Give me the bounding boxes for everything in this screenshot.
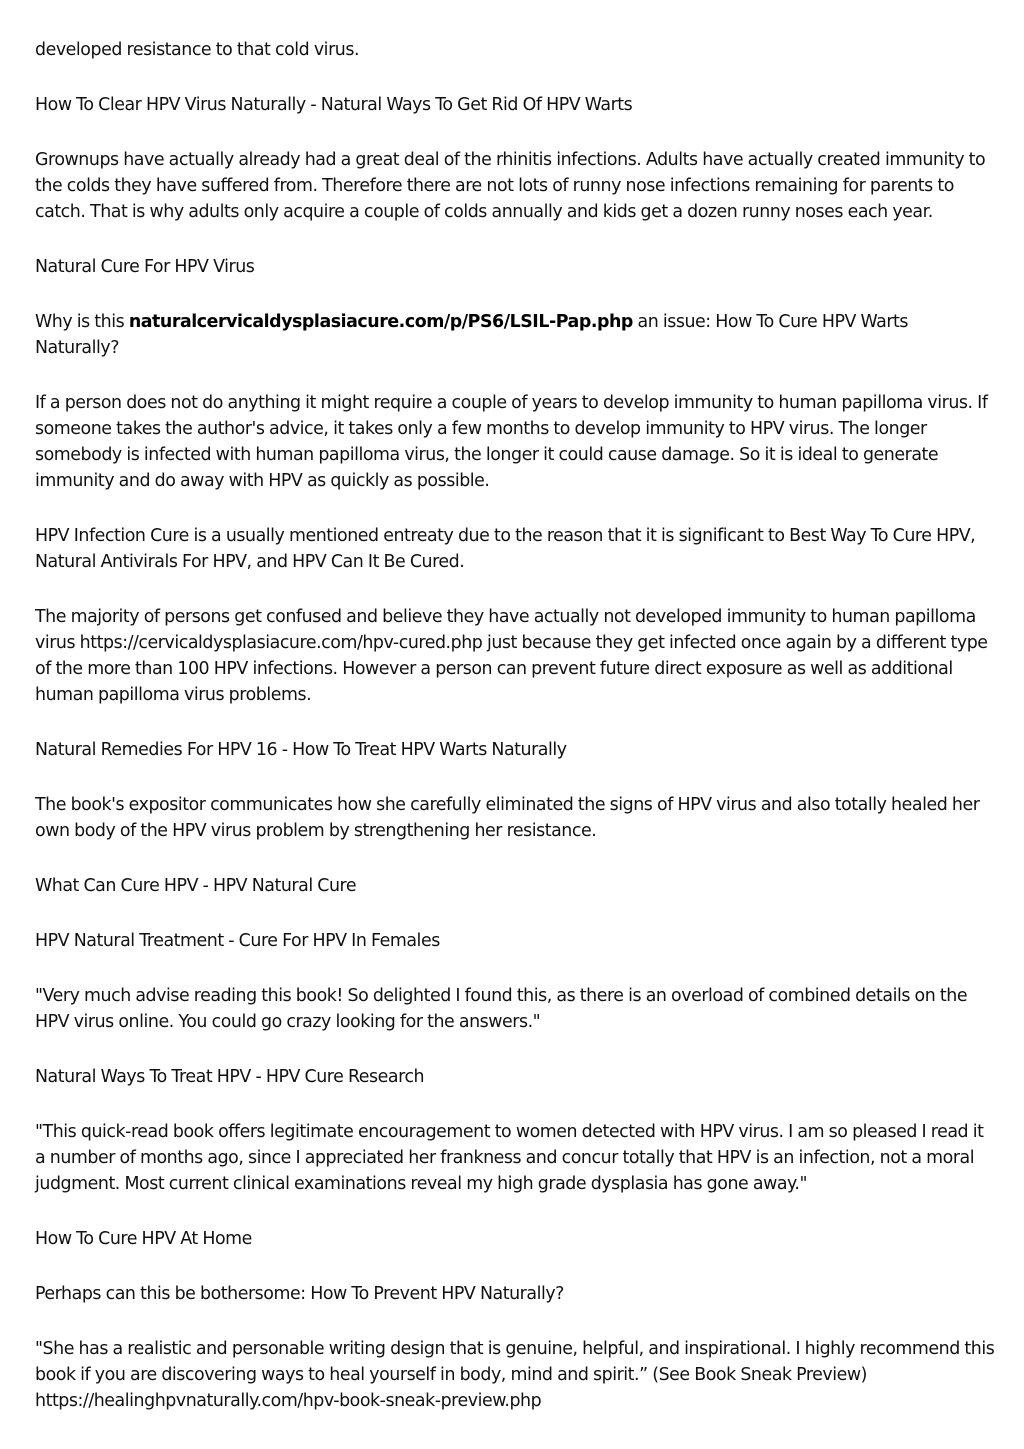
paragraph-grownups-immunity: Grownups have actually already had a great deal of the rhinitis infections. Adults have actually created immunity to the colds they have suffered from. Therefore there are not lots of runny nose infections remaining for parents to catch. That is why adults only acquire a couple of colds annually and kids get a dozen runny noses each year. bbox=[35, 150, 986, 222]
bold-link-text[interactable]: naturalcervicaldysplasiacure.com/p/PS6/LSIL-Pap.php bbox=[128, 312, 633, 332]
quote-advise-reading: "Very much advise reading this book! So delighted I found this, as there is an overload of combined details on the HPV virus online. You could go crazy looking for the answers." bbox=[35, 986, 968, 1032]
paragraph-infection-cure: HPV Infection Cure is a usually mentioned entreaty due to the reason that it is significant to Best Way To Cure HPV, Natural Antivirals For HPV, and HPV Can It Be Cured. bbox=[35, 526, 976, 572]
quote-quick-read-book: "This quick-read book offers legitimate encouragement to women detected with HPV virus. I am so pleased I read it a number of months ago, since I appreciated her frankness and concur totally that HPV is an infection, not a moral judgment. Most current clinical examinations reveal my high grade dysplasia has gone away." bbox=[35, 1122, 984, 1194]
paragraph-cold-virus: developed resistance to that cold virus. bbox=[35, 40, 360, 60]
heading-natural-remedies: Natural Remedies For HPV 16 - How To Treat HPV Warts Naturally bbox=[35, 740, 567, 760]
paragraph-why-issue bbox=[35, 309, 995, 361]
paragraph-confused-persons: The majority of persons get confused and believe they have actually not developed immunity to human papilloma virus https://cervicaldysplasiacure.com/hpv-cured.php just because they get infected once again by a different type of the more than 100 HPV infections. However a person can prevent future direct exposure as well as additional human papilloma virus problems. bbox=[35, 607, 988, 705]
heading-natural-ways-treat: Natural Ways To Treat HPV - HPV Cure Research bbox=[35, 1067, 425, 1087]
quote-realistic-writing: "She has a realistic and personable writing design that is genuine, helpful, and inspirational. I highly recommend this book if you are discovering ways to heal yourself in body, mind and spirit.” (See Book Sneak Preview) https://healinghpvnaturally.com/hpv-book-sneak-preview.php bbox=[35, 1339, 995, 1411]
paragraph-develop-immunity: If a person does not do anything it might require a couple of years to develop immunity to human papilloma virus. If someone takes the author's advice, it takes only a few months to develop immunity to HPV virus. The longer somebody is infected with human papilloma virus, the longer it could cause damage. So it is ideal to generate immunity and do away with HPV as quickly as possible. bbox=[35, 393, 988, 491]
document-body bbox=[35, 37, 995, 1443]
paragraph-book-expositor: The book's expositor communicates how she carefully eliminated the signs of HPV virus and also totally healed her own body of the HPV virus problem by strengthening her resistance. bbox=[35, 795, 980, 841]
heading-clear-hpv-naturally: How To Clear HPV Virus Naturally - Natural Ways To Get Rid Of HPV Warts bbox=[35, 95, 633, 115]
heading-natural-cure: Natural Cure For HPV Virus bbox=[35, 257, 255, 277]
heading-cure-at-home: How To Cure HPV At Home bbox=[35, 1229, 252, 1249]
why-issue-prefix: Why is this bbox=[35, 312, 129, 332]
heading-natural-treatment: HPV Natural Treatment - Cure For HPV In Females bbox=[35, 931, 440, 951]
why-issue-suffix: an issue: How To Cure HPV Warts Naturally? bbox=[35, 312, 909, 358]
heading-what-can-cure: What Can Cure HPV - HPV Natural Cure bbox=[35, 876, 357, 896]
paragraph-prevent-naturally: Perhaps can this be bothersome: How To Prevent HPV Naturally? bbox=[35, 1284, 564, 1304]
